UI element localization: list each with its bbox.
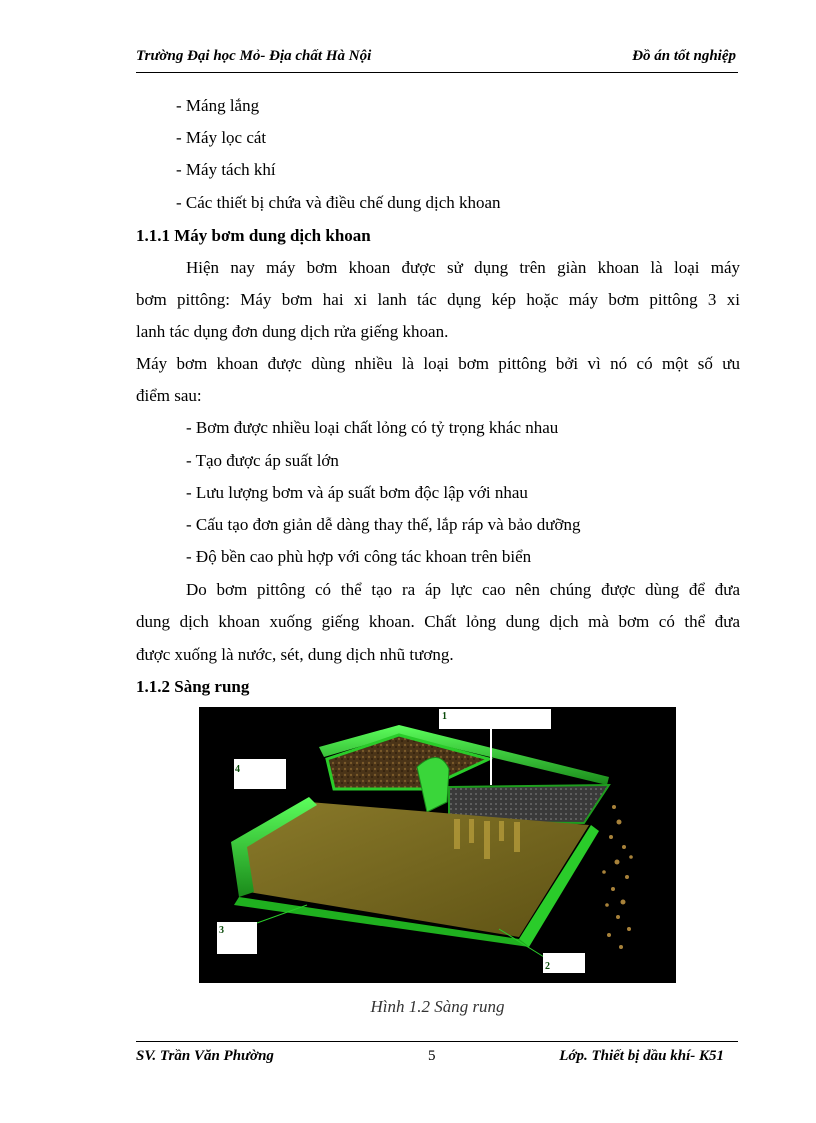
paragraph-line: được xuống là nước, sét, dung dịch nhũ tương.	[136, 645, 454, 664]
list-item: - Độ bền cao phù hợp với công tác khoan trên biển	[186, 547, 532, 566]
discharged-cuttings	[602, 805, 633, 949]
paragraph-line: Do bơm pittông có thể tạo ra áp lực cao nên chúng được dùng để đưa	[186, 580, 740, 599]
list-item: - Cấu tạo đơn giản dễ dàng thay thế, lắp ráp và bảo dưỡng	[186, 515, 581, 534]
paragraph-line: Máy bơm khoan được dùng nhiều là loại bơm pittông bởi vì nó có một số ưu	[136, 354, 740, 373]
list-item: - Bơm được nhiều loại chất lỏng có tỷ trọng khác nhau	[186, 418, 559, 437]
paragraph-line: Hiện nay máy bơm khoan được sử dụng trên giàn khoan là loại máy	[186, 258, 740, 277]
paragraph-line: bơm pittông: Máy bơm hai xi lanh tác dụng kép hoặc máy bơm pittông 3 xi	[136, 290, 740, 309]
shale-shaker-figure	[199, 707, 676, 983]
header-school: Trường Đại học Mỏ- Địa chất Hà Nội	[136, 48, 372, 64]
page-number: 5	[428, 1048, 436, 1064]
list-item: - Tạo được áp suất lớn	[186, 451, 339, 470]
label-2: 2	[545, 961, 550, 972]
inlet-chamber	[417, 757, 449, 812]
section-heading-pump: 1.1.1 Máy bơm dung dịch khoan	[136, 226, 371, 245]
list-item: - Lưu lượng bơm và áp suất bơm độc lập với nhau	[186, 483, 528, 502]
label-4: 4	[235, 764, 240, 775]
label-box-4	[234, 759, 286, 789]
footer-student: SV. Trần Văn Phường	[136, 1048, 274, 1064]
paragraph-line: điểm sau:	[136, 386, 202, 405]
label-3: 3	[219, 925, 224, 936]
footer-rule	[136, 1041, 738, 1042]
list-item: - Máy tách khí	[176, 160, 276, 179]
label-1: 1	[442, 711, 447, 722]
figure-caption: Hình 1.2 Sàng rung	[370, 997, 505, 1016]
label-box-1	[439, 709, 551, 729]
list-item: - Máy lọc cát	[176, 128, 267, 147]
paragraph-line: dung dịch khoan xuống giếng khoan. Chất lỏng dung dịch mà bơm có thể đưa	[136, 612, 740, 631]
list-item: - Máng lắng	[176, 96, 260, 115]
header-rule	[136, 72, 738, 73]
shale-shaker-illustration	[199, 707, 676, 983]
footer-class: Lớp. Thiết bị dầu khí- K51	[559, 1048, 724, 1064]
list-item: - Các thiết bị chứa và điều chế dung dịch khoan	[176, 193, 501, 212]
paragraph-line: lanh tác dụng đơn dung dịch rửa giếng khoan.	[136, 322, 449, 341]
header-doc-type: Đồ án tốt nghiệp	[632, 48, 736, 64]
section-heading-shaker: 1.1.2 Sàng rung	[136, 677, 250, 696]
